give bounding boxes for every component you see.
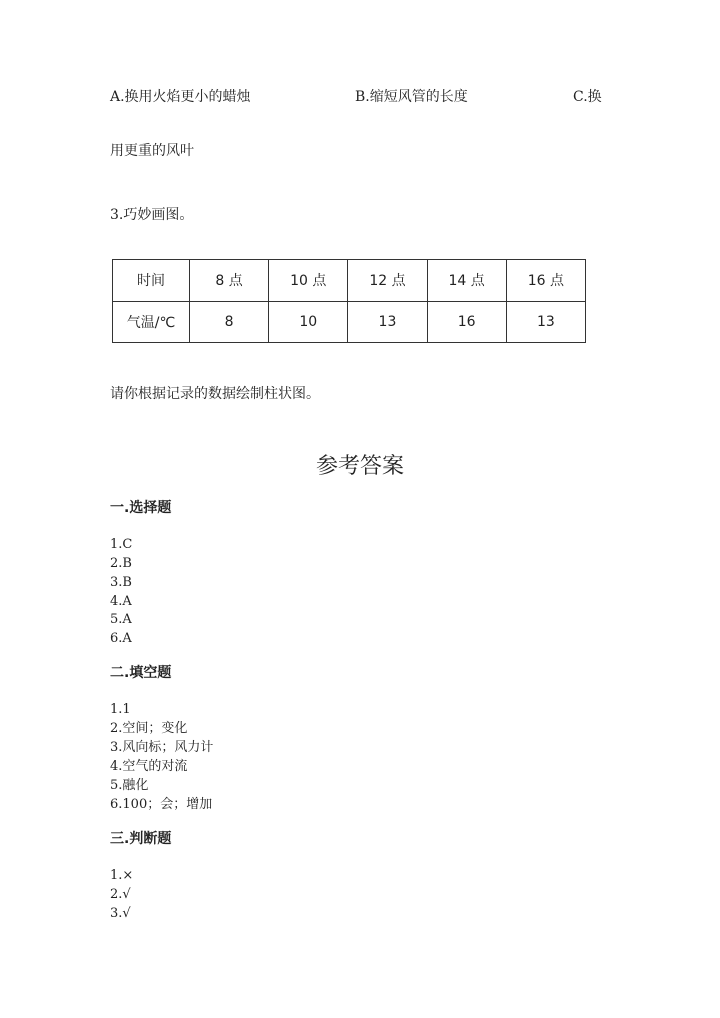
answer-item: 3.√ xyxy=(110,906,131,921)
answer-item: 1.1 xyxy=(110,702,131,717)
table-header-time: 时间 xyxy=(113,260,190,302)
question-3-instruction: 请你根据记录的数据绘制柱状图。 xyxy=(110,386,320,402)
table-cell: 10 点 xyxy=(269,260,348,302)
answer-item: 1.C xyxy=(110,537,133,552)
answer-item: 5.A xyxy=(110,612,132,627)
option-c-continued: 用更重的风叶 xyxy=(110,143,194,159)
answer-item: 4.A xyxy=(110,594,132,609)
table-cell: 8 xyxy=(190,301,269,343)
table-cell: 12 点 xyxy=(348,260,427,302)
table-header-temperature: 气温/℃ xyxy=(113,301,190,343)
answer-item: 2.√ xyxy=(110,887,131,902)
section-heading-choice: 一.选择题 xyxy=(110,500,172,516)
answer-item: 6.100；会；增加 xyxy=(110,797,213,812)
answer-item: 4.空气的对流 xyxy=(110,759,188,774)
answer-item: 3.风向标；风力计 xyxy=(110,740,214,755)
table-cell: 10 xyxy=(269,301,348,343)
option-b: B.缩短风管的长度 xyxy=(355,89,468,105)
answer-item: 2.空间；变化 xyxy=(110,721,188,736)
question-3-label: 3.巧妙画图。 xyxy=(110,207,194,223)
answer-item: 5.融化 xyxy=(110,778,149,793)
answer-item: 6.A xyxy=(110,631,132,646)
table-cell: 13 xyxy=(506,301,585,343)
option-c: C.换 xyxy=(573,89,602,105)
table-cell: 16 点 xyxy=(506,260,585,302)
answer-item: 1.× xyxy=(110,868,134,883)
answer-item: 2.B xyxy=(110,556,132,571)
temperature-table xyxy=(112,259,586,343)
table-cell: 13 xyxy=(348,301,427,343)
answer-item: 3.B xyxy=(110,575,132,590)
table-cell: 16 xyxy=(427,301,506,343)
table-row-time xyxy=(113,260,586,302)
section-heading-fill: 二.填空题 xyxy=(110,665,172,681)
table-cell: 8 点 xyxy=(190,260,269,302)
option-a: A.换用火焰更小的蜡烛 xyxy=(110,89,251,105)
table-row-temperature xyxy=(113,301,586,343)
table-cell: 14 点 xyxy=(427,260,506,302)
section-heading-judge: 三.判断题 xyxy=(110,831,172,847)
answers-title: 参考答案 xyxy=(315,454,404,479)
